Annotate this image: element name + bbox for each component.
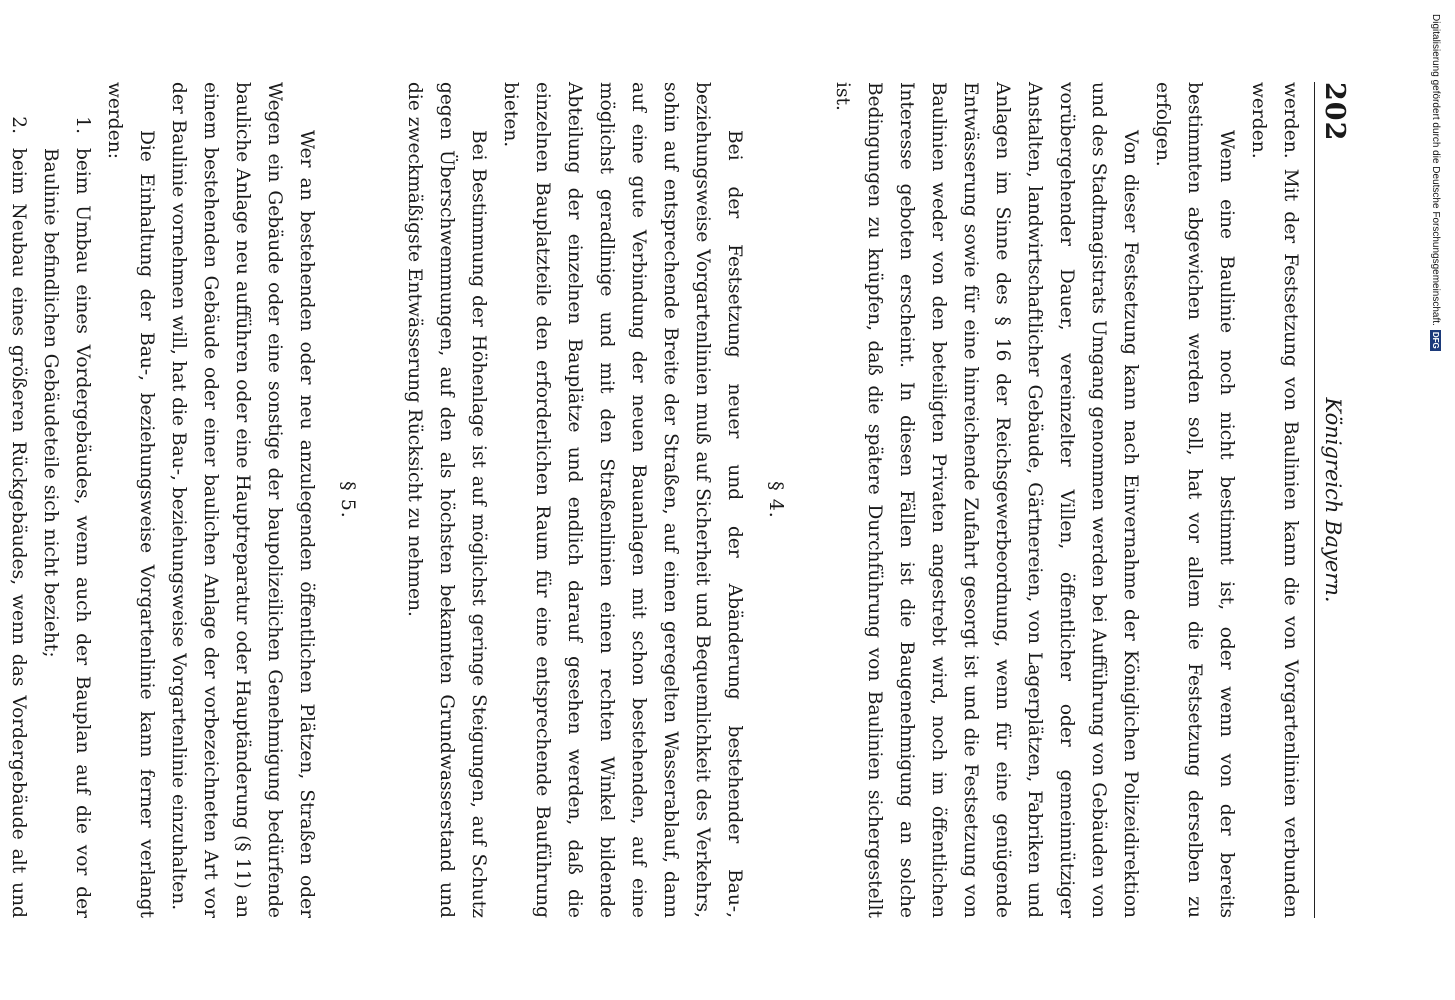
paragraph: Wer an bestehenden oder neu anzulegenden öffentlichen Plätzen, Straßen oder Wegen ein Gebäude oder eine sonstige der baupolizeilichen Genehmigung bedürfende bauliche Anlage neu aufführen oder eine Hauptreparatur oder Hauptänderung (§ 11) an einem bestehenden Gebäude oder einer baulichen Anlage der vorbezeichneten Art vor der Baulinie vornehmen will, hat die Bau-, beziehungsweise Vorgartenlinie einzuhalten. — [168, 82, 317, 918]
page-number: 202 — [1319, 82, 1350, 142]
list-number: 2. — [8, 116, 29, 134]
body-text — [0, 82, 1306, 918]
credit-text: Digitalisierung gefördert durch die Deutsche Forschungsgemeinschaft. — [1430, 14, 1442, 326]
list-text: beim Neubau eines größeren Rückgebäudes, wenn das Vordergebäude alt und — [8, 148, 29, 918]
section-heading-4: § 4. — [765, 481, 787, 519]
list-text: beim Umbau eines Vordergebäudes, wenn auch der Bauplan auf die vor der Baulinie befindlichen Gebäudeteile sich nicht bezieht; — [40, 148, 93, 918]
document-page — [8, 70, 1355, 930]
paragraph: Wenn eine Baulinie noch nicht bestimmt ist, oder wenn von der bereits bestimmten abgewichen werden soll, hat vor allem die Festsetzung derselben zu erfolgen. — [1152, 82, 1237, 918]
list-item — [0, 82, 34, 918]
list-item — [34, 82, 98, 918]
paragraph: Von dieser Festsetzung kann nach Einvernahme der Königlichen Polizeidirektion und des Stadtmagistrats Umgang genommen werden bei Aufführung von Gebäuden von vorübergehender Dauer, vereinzelter Villen, öffentlicher oder gemeinnütziger Anstalten, landwirtschaftlicher Gebäude, Gärtnereien, von Lagerplätzen, Fabriken und Anlagen im Sinne des § 16 der Reichsgewerbeordnung, wenn für eine genügende Entwässerung sowie für eine hinreichende Zufahrt gesorgt ist und die Festsetzung von Baulinien weder von den beteiligten Privaten angestrebt wird, noch im öffentlichen Interesse geboten erscheint. In diesen Fällen ist die Baugenehmigung an solche Bedingungen zu knüpfen, daß die spätere Durchführung von Baulinien sichergestellt ist. — [832, 82, 1141, 918]
dfg-logo: DFG — [1431, 331, 1441, 349]
running-title: Königreich Bayern. — [1321, 397, 1345, 603]
paragraph: Bei Bestimmung der Höhenlage ist auf möglichst geringe Steigungen, auf Schutz gegen Überschwemmungen, auf den als höchsten bekannten Grundwasserstand und die zweckmäßigste Entwässerung Rücksicht zu nehmen. — [404, 82, 489, 918]
paragraph: Bei der Festsetzung neuer und der Abänderung bestehender Bau-, beziehungsweise Vorgartenlinien muß auf Sicherheit und Bequemlichkeit des Verkehrs, sohin auf entsprechende Breite der Straßen, auf einen geregelten Wasserablauf, dann auf eine gute Verbindung der neuen Bauanlagen mit schon bestehenden, auf eine möglichst geradlinige und mit den Straßenlinien einen rechten Winkel bildende Abteilung der einzelnen Bauplätze und endlich darauf gesehen werden, daß die einzelnen Bauplatzteile den erforderlichen Raum für eine entsprechende Bauführung bieten. — [500, 82, 745, 918]
section-heading-5: § 5. — [337, 481, 359, 519]
list-number: 1. — [72, 116, 93, 134]
digitization-credit — [1430, 14, 1442, 394]
paragraph: Die Einhaltung der Bau-, beziehungsweise Vorgartenlinie kann ferner verlangt werden: — [104, 82, 157, 918]
running-head — [1314, 82, 1355, 918]
paragraph: werden. Mit der Festsetzung von Baulinien kann die von Vorgartenlinien verbunden werden. — [1248, 82, 1301, 918]
